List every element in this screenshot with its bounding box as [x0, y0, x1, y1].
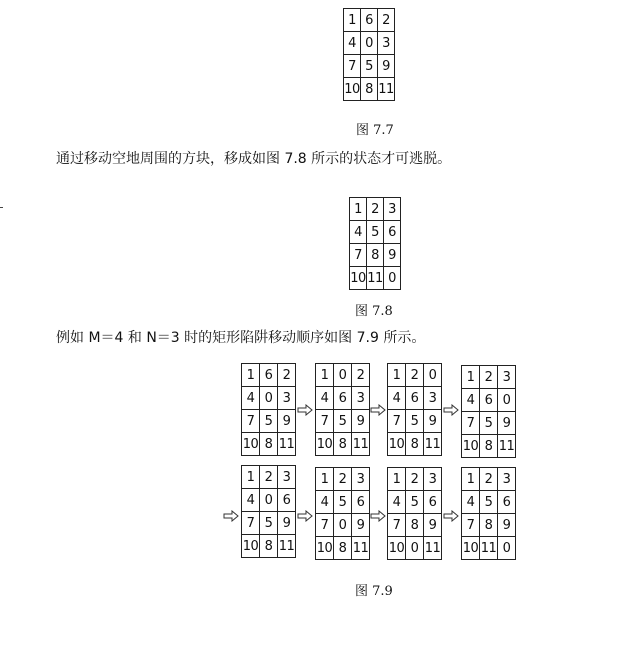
grid-cell: 3 [424, 468, 442, 491]
grid-row [316, 364, 370, 387]
grid-cell: 2 [406, 468, 424, 491]
grid-cell: 7 [388, 410, 406, 433]
grid-cell: 6 [361, 9, 378, 32]
grid-cell: 3 [352, 468, 370, 491]
grid-cell: 4 [388, 491, 406, 514]
grid-step-1 [241, 363, 296, 456]
grid-cell: 2 [480, 366, 498, 389]
grid-cell: 7 [388, 514, 406, 537]
grid-cell: 4 [242, 489, 260, 512]
grid-row [242, 364, 296, 387]
grid-step-7 [387, 467, 442, 560]
grid-cell: 10 [462, 435, 480, 458]
grid-row [316, 468, 370, 491]
grid-cell: 10 [316, 537, 334, 560]
grid-figure-7-7 [343, 8, 395, 101]
grid-cell: 5 [480, 412, 498, 435]
grid-cell: 0 [424, 364, 442, 387]
paragraph-escape-condition: 通过移动空地周围的方块，移成如图 7.8 所示的状态才可逃脱。 [56, 151, 452, 167]
grid-cell: 6 [498, 491, 516, 514]
grid-cell: 0 [498, 537, 516, 560]
grid-cell: 2 [480, 468, 498, 491]
grid-cell: 8 [367, 244, 384, 267]
grid-cell: 6 [406, 387, 424, 410]
grid-cell: 1 [316, 468, 334, 491]
grid-cell: 5 [361, 55, 378, 78]
grid-cell: 10 [242, 433, 260, 456]
grid-cell: 4 [316, 491, 334, 514]
grid-cell: 9 [278, 512, 296, 535]
grid-row [350, 244, 401, 267]
grid-cell: 11 [378, 78, 395, 101]
grid-cell: 8 [480, 514, 498, 537]
grid-cell: 1 [350, 198, 367, 221]
grid-row [316, 537, 370, 560]
grid-cell: 4 [316, 387, 334, 410]
grid-row [350, 267, 401, 290]
grid-cell: 8 [406, 433, 424, 456]
grid-row [388, 468, 442, 491]
grid-cell: 10 [316, 433, 334, 456]
grid-row [344, 9, 395, 32]
grid-cell: 6 [384, 221, 401, 244]
grid-cell: 8 [334, 433, 352, 456]
grid-cell: 10 [462, 537, 480, 560]
grid-cell: 1 [388, 468, 406, 491]
grid-cell: 6 [424, 491, 442, 514]
grid-cell: 3 [278, 387, 296, 410]
grid-cell: 11 [367, 267, 384, 290]
grid-cell: 4 [344, 32, 361, 55]
grid-cell: 9 [424, 410, 442, 433]
grid-cell: 11 [424, 537, 442, 560]
grid-cell: 6 [352, 491, 370, 514]
grid-row [242, 433, 296, 456]
grid-row [316, 514, 370, 537]
grid-row [316, 433, 370, 456]
grid-cell: 2 [367, 198, 384, 221]
grid-cell: 1 [462, 366, 480, 389]
grid-cell: 8 [480, 435, 498, 458]
grid-cell: 7 [242, 410, 260, 433]
grid-cell: 0 [498, 389, 516, 412]
grid-cell: 5 [480, 491, 498, 514]
grid-row [316, 410, 370, 433]
grid-cell: 2 [334, 468, 352, 491]
caption-figure-7-7: 图 7.7 [356, 123, 394, 138]
grid-cell: 10 [388, 537, 406, 560]
grid-cell: 0 [384, 267, 401, 290]
grid-row [388, 537, 442, 560]
grid-row [462, 491, 516, 514]
grid-row [350, 221, 401, 244]
caption-figure-7-8: 图 7.8 [355, 304, 393, 319]
grid-cell: 4 [388, 387, 406, 410]
grid-cell: 11 [278, 535, 296, 558]
grid-row [388, 433, 442, 456]
grid-row [388, 410, 442, 433]
grid-cell: 5 [334, 491, 352, 514]
paragraph-example-m4-n3: 例如 M＝4 和 N＝3 时的矩形陷阱移动顺序如图 7.9 所示。 [56, 330, 426, 346]
hollow-right-arrow-icon [370, 510, 386, 522]
grid-cell: 10 [242, 535, 260, 558]
hollow-right-arrow-icon [223, 510, 239, 522]
grid-row [242, 489, 296, 512]
grid-row [388, 491, 442, 514]
grid-cell: 9 [278, 410, 296, 433]
grid-row [350, 198, 401, 221]
grid-cell: 4 [462, 491, 480, 514]
grid-cell: 6 [480, 389, 498, 412]
grid-cell: 10 [388, 433, 406, 456]
grid-cell: 7 [316, 514, 334, 537]
grid-cell: 3 [352, 387, 370, 410]
grid-step-6 [315, 467, 370, 560]
grid-cell: 9 [352, 514, 370, 537]
grid-cell: 11 [278, 433, 296, 456]
grid-cell: 5 [406, 410, 424, 433]
grid-cell: 5 [260, 410, 278, 433]
hollow-right-arrow-icon [370, 404, 386, 416]
grid-cell: 3 [498, 468, 516, 491]
grid-cell: 3 [498, 366, 516, 389]
grid-row [242, 512, 296, 535]
grid-row [462, 537, 516, 560]
grid-step-2 [315, 363, 370, 456]
grid-cell: 2 [260, 466, 278, 489]
hollow-right-arrow-icon [297, 404, 313, 416]
grid-cell: 2 [352, 364, 370, 387]
grid-cell: 1 [316, 364, 334, 387]
grid-cell: 2 [278, 364, 296, 387]
grid-cell: 2 [378, 9, 395, 32]
grid-cell: 0 [334, 514, 352, 537]
grid-cell: 3 [378, 32, 395, 55]
grid-step-3 [387, 363, 442, 456]
grid-cell: 9 [498, 514, 516, 537]
grid-cell: 7 [462, 514, 480, 537]
grid-cell: 0 [260, 489, 278, 512]
grid-row [242, 535, 296, 558]
grid-cell: 9 [378, 55, 395, 78]
grid-cell: 1 [242, 364, 260, 387]
grid-row [344, 32, 395, 55]
grid-cell: 5 [406, 491, 424, 514]
grid-cell: 1 [344, 9, 361, 32]
grid-cell: 8 [260, 535, 278, 558]
grid-cell: 9 [424, 514, 442, 537]
grid-cell: 9 [384, 244, 401, 267]
grid-cell: 10 [344, 78, 361, 101]
grid-row [462, 389, 516, 412]
grid-cell: 1 [462, 468, 480, 491]
hollow-right-arrow-icon [443, 404, 459, 416]
grid-cell: 7 [316, 410, 334, 433]
grid-row [316, 491, 370, 514]
grid-cell: 2 [406, 364, 424, 387]
grid-row [242, 410, 296, 433]
grid-step-5 [241, 465, 296, 558]
grid-row [344, 55, 395, 78]
grid-cell: 4 [242, 387, 260, 410]
grid-row [388, 364, 442, 387]
grid-cell: 1 [388, 364, 406, 387]
grid-cell: 3 [278, 466, 296, 489]
grid-cell: 5 [367, 221, 384, 244]
grid-cell: 8 [260, 433, 278, 456]
grid-cell: 7 [350, 244, 367, 267]
grid-cell: 3 [384, 198, 401, 221]
grid-cell: 11 [480, 537, 498, 560]
grid-cell: 3 [424, 387, 442, 410]
grid-cell: 0 [406, 537, 424, 560]
grid-row [242, 466, 296, 489]
grid-cell: 7 [344, 55, 361, 78]
grid-cell: 7 [242, 512, 260, 535]
grid-cell: 0 [361, 32, 378, 55]
grid-cell: 4 [350, 221, 367, 244]
grid-row [388, 387, 442, 410]
hollow-right-arrow-icon [443, 510, 459, 522]
grid-cell: 11 [424, 433, 442, 456]
grid-cell: 7 [462, 412, 480, 435]
grid-cell: 8 [361, 78, 378, 101]
grid-cell: 11 [498, 435, 516, 458]
grid-cell: 8 [334, 537, 352, 560]
grid-cell: 4 [462, 389, 480, 412]
grid-row [462, 514, 516, 537]
grid-row [462, 412, 516, 435]
grid-cell: 10 [350, 267, 367, 290]
grid-row [388, 514, 442, 537]
grid-cell: 6 [260, 364, 278, 387]
margin-mark [0, 207, 3, 208]
hollow-right-arrow-icon [297, 510, 313, 522]
grid-cell: 8 [406, 514, 424, 537]
grid-cell: 11 [352, 433, 370, 456]
grid-row [242, 387, 296, 410]
grid-cell: 9 [498, 412, 516, 435]
grid-row [462, 366, 516, 389]
grid-row [462, 435, 516, 458]
grid-cell: 1 [242, 466, 260, 489]
grid-cell: 0 [260, 387, 278, 410]
grid-cell: 5 [334, 410, 352, 433]
caption-figure-7-9: 图 7.9 [355, 584, 393, 599]
grid-cell: 5 [260, 512, 278, 535]
grid-cell: 6 [334, 387, 352, 410]
grid-step-8 [461, 467, 516, 560]
grid-cell: 11 [352, 537, 370, 560]
grid-figure-7-8 [349, 197, 401, 290]
grid-cell: 6 [278, 489, 296, 512]
grid-cell: 0 [334, 364, 352, 387]
grid-step-4 [461, 365, 516, 458]
grid-cell: 9 [352, 410, 370, 433]
grid-row [316, 387, 370, 410]
grid-row [462, 468, 516, 491]
grid-row [344, 78, 395, 101]
